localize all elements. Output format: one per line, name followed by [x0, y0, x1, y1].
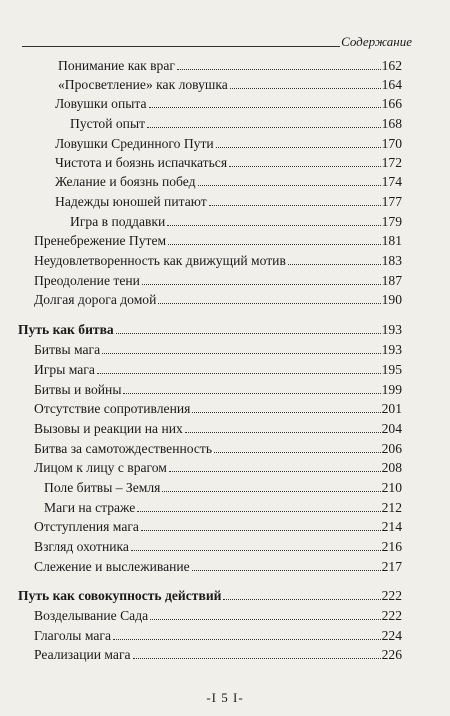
toc-entry-page: 204 [381, 421, 402, 436]
toc-entry [55, 134, 402, 152]
toc-entry-title: Битва за самотождественность [34, 441, 213, 456]
dot-leader [169, 471, 381, 472]
dot-leader [167, 225, 380, 226]
dot-leader [97, 373, 381, 374]
toc-section-entry [18, 586, 402, 604]
toc-entry-page: 212 [381, 500, 402, 515]
dot-leader [177, 69, 381, 70]
toc-entry-title: Ловушки опыта [55, 96, 147, 111]
toc-entry [34, 557, 402, 575]
toc-entry [44, 478, 402, 496]
toc-entry [34, 517, 402, 535]
dot-leader [141, 530, 381, 531]
toc-entry [70, 212, 402, 230]
toc-entry-title: Путь как совокупность действий [18, 588, 222, 603]
toc-entry-title: Преодоление тени [34, 273, 140, 288]
toc-entry-title: Долгая дорога домой [34, 292, 157, 307]
toc-entry [70, 114, 402, 132]
dot-leader [150, 619, 380, 620]
toc-entry-page: 210 [381, 480, 402, 495]
toc-entry-title: Неудовлетворенность как движущий мотив [34, 253, 286, 268]
dot-leader [214, 452, 381, 453]
dot-leader [198, 185, 381, 186]
toc-entry-page: 183 [381, 253, 402, 268]
toc-entry-page: 190 [381, 292, 402, 307]
dot-leader [230, 88, 381, 89]
toc-entry-title: Маги на страже [44, 500, 136, 515]
dot-leader [229, 166, 381, 167]
dot-leader [131, 550, 381, 551]
toc-entry-page: 195 [381, 362, 402, 377]
toc-entry-title: Возделывание Сада [34, 608, 149, 623]
toc-entry [34, 439, 402, 457]
toc-entry-page: 193 [381, 342, 402, 357]
toc-entry-title: Отсутствие сопротивления [34, 401, 191, 416]
toc-entry-page: 177 [381, 194, 402, 209]
dot-leader [185, 432, 381, 433]
toc-entry-page: 164 [381, 77, 402, 92]
dot-leader [192, 570, 381, 571]
dot-leader [116, 333, 381, 334]
dot-leader [223, 599, 380, 600]
toc-entry-page: 168 [381, 116, 402, 131]
toc-entry-page: 172 [381, 155, 402, 170]
toc-entry [58, 56, 402, 74]
toc-entry-title: Вызовы и реакции на них [34, 421, 183, 436]
toc-entry-page: 226 [381, 647, 402, 662]
toc-entry [34, 340, 402, 358]
toc-entry [34, 537, 402, 555]
toc-entry-page: 179 [381, 214, 402, 229]
toc-entry-title: Битвы мага [34, 342, 101, 357]
toc-entry [55, 172, 402, 190]
toc-entry [34, 419, 402, 437]
dot-leader [102, 353, 380, 354]
dot-leader [162, 491, 380, 492]
toc-entry-title: Лицом к лицу с врагом [34, 460, 167, 475]
toc-entry-page: 181 [381, 233, 402, 248]
toc-entry [55, 192, 402, 210]
toc-entry [34, 458, 402, 476]
toc-entry [34, 360, 402, 378]
toc-entry-title: Слежение и выслеживание [34, 559, 190, 574]
toc-entry [34, 271, 402, 289]
dot-leader [123, 393, 380, 394]
toc-entry-page: 224 [381, 628, 402, 643]
toc-entry [55, 94, 402, 112]
toc-entry [44, 498, 402, 516]
toc-entry-title: Реализации мага [34, 647, 131, 662]
dot-leader [216, 147, 381, 148]
dot-leader [147, 127, 381, 128]
toc-entry-page: 187 [381, 273, 402, 288]
toc-entry-page: 214 [381, 519, 402, 534]
toc-entry-page: 174 [381, 174, 402, 189]
toc-entry-page: 162 [381, 58, 402, 73]
toc-entry-page: 193 [381, 322, 402, 337]
toc-entry [34, 380, 402, 398]
dot-leader [168, 244, 380, 245]
dot-leader [142, 284, 381, 285]
toc-entry-title: Надежды юношей питают [55, 194, 207, 209]
toc-entry-title: «Просветление» как ловушка [58, 77, 228, 92]
toc-entry [58, 75, 402, 93]
toc-entry [34, 645, 402, 663]
dot-leader [209, 205, 381, 206]
header-rule [22, 46, 340, 47]
dot-leader [288, 264, 381, 265]
toc-entry-page: 217 [381, 559, 402, 574]
toc-entry-page: 166 [381, 96, 402, 111]
dot-leader [113, 639, 381, 640]
toc-entry-title: Игра в поддавки [70, 214, 166, 229]
toc-entry [34, 626, 402, 644]
dot-leader [158, 303, 380, 304]
toc-section-entry [18, 320, 402, 338]
toc-entry-title: Путь как битва [18, 322, 114, 337]
toc-entry [34, 399, 402, 417]
dot-leader [133, 658, 381, 659]
toc-entry [55, 153, 402, 171]
page-number: -I 5 I- [206, 690, 244, 705]
toc-entry-title: Битвы и войны [34, 382, 122, 397]
toc-entry-title: Поле битвы – Земля [44, 480, 161, 495]
toc-entry-page: 222 [381, 608, 402, 623]
toc-entry-page: 199 [381, 382, 402, 397]
toc-entry-page: 201 [381, 401, 402, 416]
toc-entry [34, 606, 402, 624]
dot-leader [137, 511, 380, 512]
toc-entry-title: Игры мага [34, 362, 95, 377]
running-header: Содержание [341, 34, 412, 49]
toc-entry-title: Чистота и боязнь испачкаться [55, 155, 228, 170]
toc-entry-page: 222 [381, 588, 402, 603]
dot-leader [192, 412, 380, 413]
toc-entry-title: Ловушки Срединного Пути [55, 136, 214, 151]
toc-entry [34, 231, 402, 249]
toc-entry-title: Понимание как враг [58, 58, 175, 73]
toc-entry [34, 251, 402, 269]
toc-entry [34, 290, 402, 308]
toc-entry-title: Взгляд охотника [34, 539, 129, 554]
toc-entry-page: 208 [381, 460, 402, 475]
toc-entry-title: Желание и боязнь побед [55, 174, 196, 189]
toc-entry-title: Пренебрежение Путем [34, 233, 167, 248]
toc-entry-page: 206 [381, 441, 402, 456]
toc-entry-page: 170 [381, 136, 402, 151]
toc-entry-page: 216 [381, 539, 402, 554]
dot-leader [149, 107, 381, 108]
toc-entry-title: Отступления мага [34, 519, 139, 534]
toc-entry-title: Пустой опыт [70, 116, 146, 131]
toc-entry-title: Глаголы мага [34, 628, 111, 643]
